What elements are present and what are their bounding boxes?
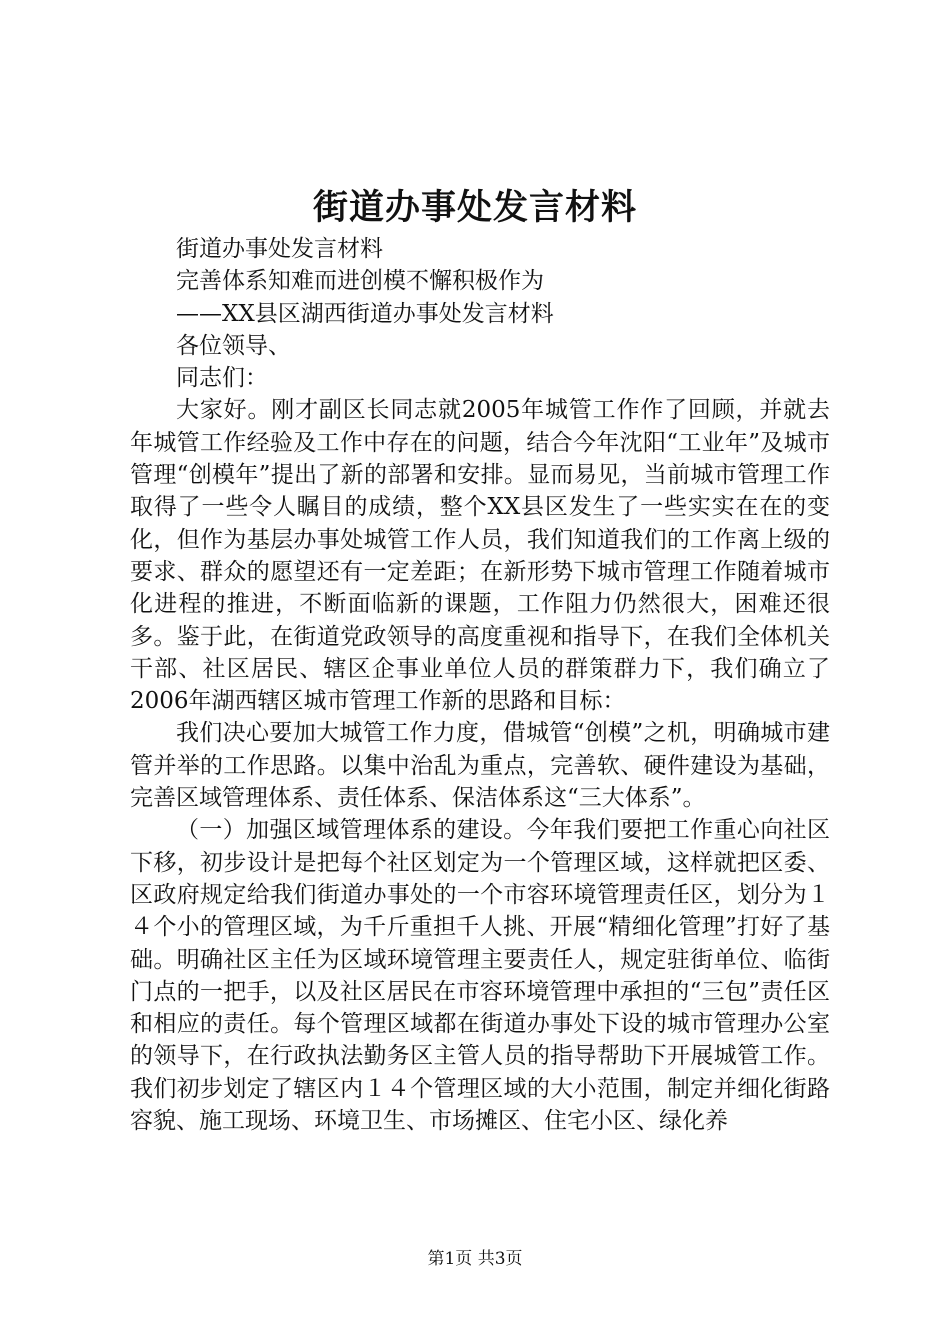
page-title: 街道办事处发言材料 bbox=[312, 187, 637, 228]
source-line: ——XX县区湖西街道办事处发言材料 bbox=[176, 300, 554, 327]
salutation-line-2: 同志们： bbox=[176, 365, 268, 392]
paragraph-intro: 大家好。刚才副区长同志就2005年城管工作作了回顾，并就去年城管工作经验及工作中存在的问题，结合今年沈阳“工业年”及城市管理“创模年”提出了新的部署和安排。显而易见，当前城市管理工作取得了一些令人瞩目的成绩，整个XX县区发生了一些实实在在的变化，但作为基层办事处城管工作人员，我们知道我们的工作离上级的要求、群众的愿望还有一定差距；在新形势下城市管理工作随着城市化进程的推进，不断面临新的课题，工作阻力仍然很大，困难还很多。鉴于此，在街道党政领导的高度重视和指导下，在我们全体机关干部、社区居民、辖区企事业单位人员的群策群力下，我们确立了2006年湖西辖区城市管理工作新的思路和目标： bbox=[130, 397, 830, 715]
page-footer: 第1页 共3页 bbox=[427, 1249, 523, 1269]
paragraph-section-1: （一）加强区域管理体系的建设。今年我们要把工作重心向社区下移，初步设计是把每个社区划定为一个管理区域，这样就把区委、区政府规定给我们街道办事处的一个市容环境管理责任区，划分为１４个小的管理区域，为千斤重担千人挑、开展“精细化管理”打好了基础。明确社区主任为区域环境管理主要责任人，规定驻街单位、临街门点的一把手，以及社区居民在市容环境管理中承担的“三包”责任区和相应的责任。每个管理区域都在街道办事处下设的城市管理办公室的领导下，在行政执法勤务区主管人员的指导帮助下开展城管工作。我们初步划定了辖区内１４个管理区域的大小范围，制定并细化街路容貌、施工现场、环境卫生、市场摊区、住宅小区、绿化养 bbox=[130, 817, 830, 1135]
document-body bbox=[130, 233, 830, 1137]
paragraph-goals: 我们决心要加大城管工作力度，借城管“创模”之机，明确城市建管并举的工作思路。以集中治乱为重点，完善软、硬件建设为基础，完善区域管理体系、责任体系、保洁体系这“三大体系”。 bbox=[130, 720, 830, 812]
slogan-line: 完善体系知难而进创模不懈积极作为 bbox=[176, 268, 544, 295]
salutation-line-1: 各位领导、 bbox=[176, 332, 291, 359]
subtitle-line: 街道办事处发言材料 bbox=[176, 236, 383, 262]
